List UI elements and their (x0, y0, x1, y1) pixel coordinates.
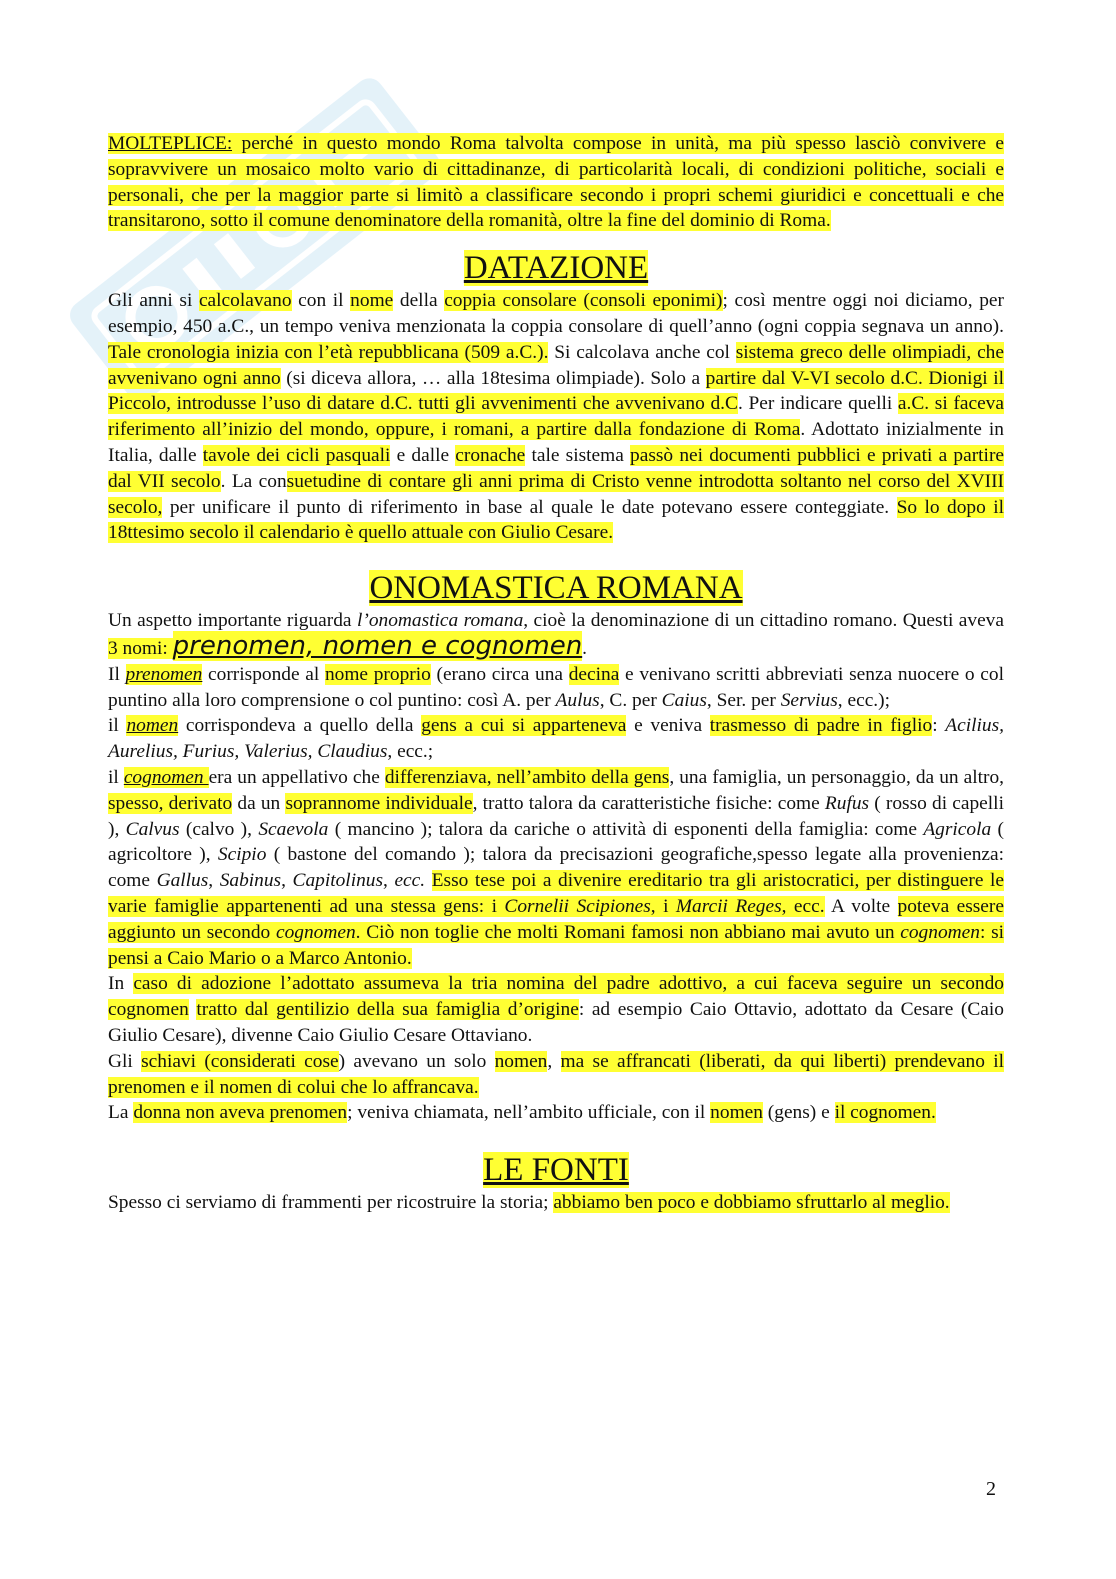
heading-datazione: DATAZIONE (463, 250, 649, 287)
nomen-paragraph: il nomen corrispondeva a quello della gens a cui si apparteneva e veniva trasmesso di padre in figlio: Acilius, Aurelius, Furius, Valerius, Claudius, ecc.; (108, 715, 1004, 763)
cognomen-paragraph: il cognomen era un appellativo che differenziava, nell’ambito della gens, una famiglia, un personaggio, da un altro, spesso, derivato da un soprannome individuale, tratto talora da caratteristiche fisiche: come Rufus ( rosso di capelli ), Calvus (calvo ), Scaevola ( mancino ); talora da cariche o attività di esponenti della famiglia: come Agricola ( agricoltore ), Scipio ( bastone del comando ); talora da precisazioni geografiche,spesso legate alla provenienza: come Gallus, Sabinus, Capitolinus, ecc. Esso tese poi a divenire ereditario tra gli aristocratici, per distinguere le varie famiglie appartenenti ad una stessa gens: i Cornelii Scipiones, i Marcii Reges, ecc. A volte poteva essere aggiunto un secondo cognomen. Ciò non toglie che molti Romani famosi non abbiano mai avuto un cognomen: si pensi a Caio Mario o a Marco Antonio. (108, 766, 1005, 969)
schiavi-paragraph: Gli schiavi (considerati cose) avevano un solo nomen, ma se affrancati (liberati, da qui liberti) prendevano il prenomen e il nomen di colui che lo affrancava. (108, 1050, 1004, 1098)
adozione-paragraph: In caso di adozione l’adottato assumeva la tria nomina del padre adottivo, a cui faceva seguire un secondo cognomen tratto dal gentilizio della sua famiglia d’origine: ad esempio Caio Ottavio, adottato da Cesare (Caio Giulio Cesare), divenne Caio Giulio Cesare Ottaviano. (108, 973, 1004, 1046)
page-number: 2 (986, 1478, 996, 1500)
donna-paragraph: La donna non aveva prenomen; veniva chiamata, nell’ambito ufficiale, con il nomen (gens) e il cognomen. (108, 1102, 936, 1124)
intro-text: perché in questo mondo Roma talvolta compose in unità, ma più spesso lasciò convivere e sopravvivere un mosaico molto vario di cittadinanze, di particolarità locali, di condizioni politiche, sociali e personali, che per la maggior parte si limitò a classificare secondo i propri schemi giuridici e concettuali e che transitarono, sotto il comune denominatore della romanità, oltre la fine del dominio di Roma. (108, 133, 1004, 232)
intro-label: MOLTEPLICE: (108, 133, 233, 154)
datazione-paragraph: Gli anni si calcolavano con il nome della coppia consolare (consoli eponimi); così mentre oggi noi diciamo, per esempio, 450 a.C., un tempo veniva menzionata la coppia consolare di quell’anno (ogni coppia segnava un anno). Tale cronologia inizia con l’età repubblicana (509 a.C.). Si calcolava anche col sistema greco delle olimpiadi, che avvenivano ogni anno (si diceva allora, … alla 18tesima olimpiade). Solo a partire dal V-VI secolo d.C. Dionigi il Piccolo, introdusse l’uso di datare d.C. tutti gli avvenimenti che avvenivano d.C. Per indicare quelli a.C. si faceva riferimento all’inizio del mondo, oppure, i romani, a partire dalla fondazione di Roma. Adottato inizialmente in Italia, dalle tavole dei cicli pasquali e dalle cronache tale sistema passò nei documenti pubblici e privati a partire dal VII secolo. La consuetudine di contare gli anni prima di Cristo venne introdotta soltanto nel corso del XVIII secolo, per unificare il punto di riferimento in base al quale le date potevano essere conteggiate. So lo dopo il 18ttesimo secolo il calendario è quello attuale con Giulio Cesare. (108, 290, 1005, 544)
onomastica-intro: Un aspetto importante riguarda l’onomastica romana, cioè la denominazione di un cittadino romano. Questi aveva 3 nomi: prenomen, nomen e cognomen. (108, 610, 1004, 661)
fonti-paragraph: Spesso ci serviamo di frammenti per ricostruire la storia; abbiamo ben poco e dobbiamo sfruttarlo al meglio. (108, 1192, 950, 1214)
document-page (108, 131, 1004, 1216)
heading-onomastica: ONOMASTICA ROMANA (369, 570, 743, 607)
heading-fonti: LE FONTI (483, 1152, 629, 1189)
prenomen-paragraph: Il prenomen corrisponde al nome proprio (erano circa una decina e venivano scritti abbreviati senza nuocere o col puntino alla loro comprensione o col puntino: così A. per Aulus, C. per Caius, Ser. per Servius, ecc.); (108, 663, 1004, 711)
intro-paragraph (108, 131, 1004, 234)
